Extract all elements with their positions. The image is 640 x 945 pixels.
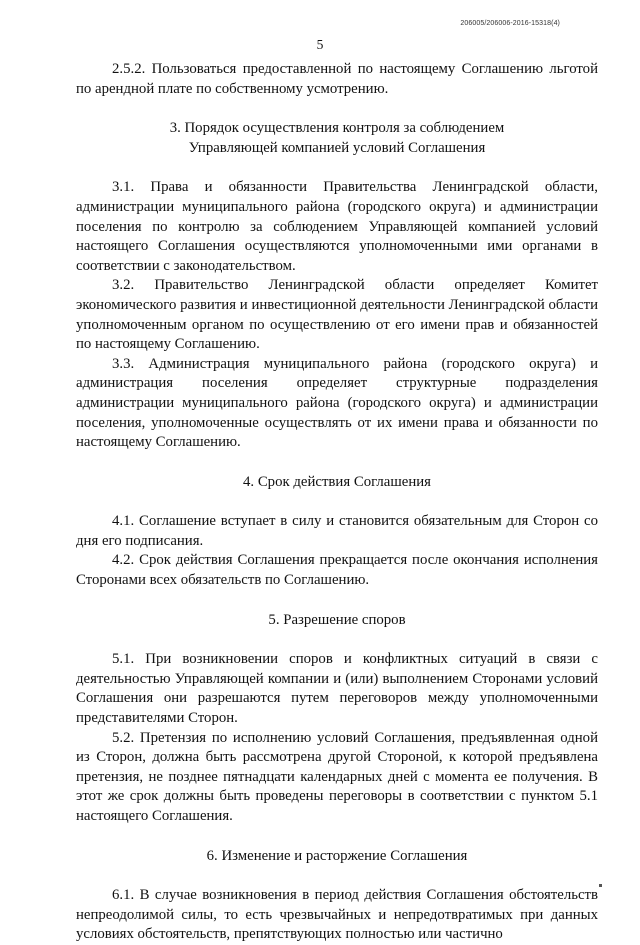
paragraph-3-1: 3.1. Права и обязанности Правительства Ленинградской области, администрации муниципального района (городского округа) и администрации поселения по контролю за соблюдением Управляющей компанией условий настоящего Соглашения осуществляются уполномоченными ими органами в соответствии с законодательством.	[76, 179, 598, 274]
heading-line: 4. Срок действия Соглашения	[243, 473, 431, 490]
document-body	[76, 60, 598, 945]
scan-mark	[599, 884, 602, 887]
section-heading-3	[76, 119, 598, 158]
section-heading-4	[76, 473, 598, 493]
paragraph-4-1: 4.1. Соглашение вступает в силу и становится обязательным для Сторон со дня его подписания.	[76, 513, 598, 549]
document-id: 206005/206006-2016-15318(4)	[460, 20, 560, 27]
page-number: 5	[316, 37, 324, 52]
paragraph-5-1: 5.1. При возникновении споров и конфликтных ситуаций в связи с деятельностью Управляющей компании и (или) выполнением Сторонами условий Соглашения они разрешаются путем переговоров между уполномоченными представителями Сторон.	[76, 651, 598, 727]
paragraph-4-2: 4.2. Срок действия Соглашения прекращается после окончания исполнения Сторонами всех обязательств по Соглашению.	[76, 552, 598, 589]
heading-line: 3. Порядок осуществления контроля за соблюдением	[169, 120, 505, 137]
heading-line: 5. Разрешение споров	[268, 611, 406, 628]
heading-line: 6. Изменение и расторжение Соглашения	[206, 847, 468, 864]
paragraph-3-2: 3.2. Правительство Ленинградской области определяет Комитет экономического развития и инвестиционной деятельности Ленинградской области уполномоченным органом по осуществлению от его имени прав и обязанностей по настоящему Соглашению.	[76, 277, 598, 353]
section-heading-5	[76, 611, 598, 631]
paragraph-5-2: 5.2. Претензия по исполнению условий Соглашения, предъявленная одной из Сторон, должна быть рассмотрена другой Стороной, к которой предъявлена претензия, не позднее пятнадцати календарных дней с момента ее получения. В этот же срок должны быть проведены переговоры в соответствии с пунктом 5.1 настоящего Соглашения.	[76, 729, 598, 824]
paragraph-6-1: 6.1. В случае возникновения в период действия Соглашения обстоятельств непреодолимой силы, то есть чрезвычайных и непредотвратимых при данных условиях обстоятельств, препятствующих полностью или частично	[76, 887, 598, 943]
paragraph-2-5-2: 2.5.2. Пользоваться предоставленной по настоящему Соглашению льготой по арендной плате по собственному усмотрению.	[76, 61, 598, 97]
section-heading-6	[76, 847, 598, 867]
paragraph-3-3: 3.3. Администрация муниципального района (городского округа) и администрация поселения определяет структурные подразделения администрации муниципального района (городского округа) и администрации поселения, уполномоченные осуществлять от их имени права и обязанности по настоящему Соглашению.	[76, 355, 598, 451]
heading-line: Управляющей компанией условий Соглашения	[188, 139, 486, 156]
